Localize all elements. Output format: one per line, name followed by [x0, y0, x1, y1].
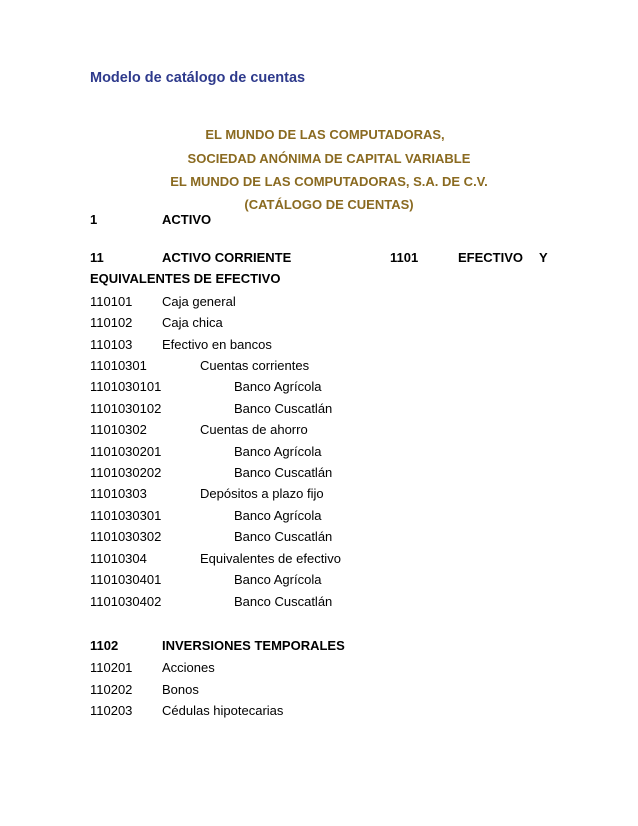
account-code: 110103	[90, 337, 133, 352]
account-name: Depósitos a plazo fijo	[200, 486, 324, 501]
account-code: 1102	[90, 638, 119, 653]
account-name: Banco Agrícola	[234, 572, 322, 587]
account-name: Caja chica	[162, 315, 223, 330]
document-heading: Modelo de catálogo de cuentas	[90, 70, 306, 86]
account-name: INVERSIONES TEMPORALES	[162, 638, 345, 653]
company-type-line: SOCIEDAD ANÓNIMA DE CAPITAL VARIABLE	[187, 151, 471, 166]
account-code: 1101030401	[90, 572, 162, 587]
account-name: Cuentas de ahorro	[200, 422, 308, 437]
account-name: Banco Cuscatlán	[234, 401, 333, 416]
account-name: Cédulas hipotecarias	[162, 703, 284, 718]
account-name: Banco Cuscatlán	[234, 465, 333, 480]
account-name-1101-part: EFECTIVO	[458, 250, 524, 265]
account-name: Banco Agrícola	[234, 379, 322, 394]
account-name: ACTIVO CORRIENTE	[162, 250, 292, 265]
company-full-name-line: EL MUNDO DE LAS COMPUTADORAS, S.A. DE C.V.	[170, 174, 488, 189]
account-name-1101-continuation: EQUIVALENTES DE EFECTIVO	[90, 271, 281, 286]
account-name: Banco Cuscatlán	[234, 594, 333, 609]
account-code: 1101030302	[90, 529, 162, 544]
account-code: 110201	[90, 660, 133, 675]
catalog-title-line: (CATÁLOGO DE CUENTAS)	[244, 197, 414, 212]
account-name-1101-conjunction: Y	[539, 250, 548, 265]
account-code: 110203	[90, 703, 133, 718]
account-code-1101: 1101	[390, 250, 419, 265]
account-name: Banco Agrícola	[234, 508, 322, 523]
account-code: 110202	[90, 682, 133, 697]
account-code: 11010304	[90, 551, 147, 566]
account-name: ACTIVO	[162, 212, 212, 227]
account-code: 11010301	[90, 358, 147, 373]
account-code: 1101030202	[90, 465, 162, 480]
account-code: 1101030102	[90, 401, 162, 416]
account-code: 1101030101	[90, 379, 162, 394]
account-code: 11010302	[90, 422, 147, 437]
account-code: 110101	[90, 294, 133, 309]
account-name: Banco Agrícola	[234, 444, 322, 459]
account-name: Banco Cuscatlán	[234, 529, 333, 544]
account-name: Cuentas corrientes	[200, 358, 310, 373]
account-name: Equivalentes de efectivo	[200, 551, 341, 566]
account-code: 1101030201	[90, 444, 162, 459]
account-name: Bonos	[162, 682, 199, 697]
account-code: 11010303	[90, 486, 147, 501]
account-code: 1101030402	[90, 594, 162, 609]
company-name-line: EL MUNDO DE LAS COMPUTADORAS,	[205, 127, 445, 142]
account-name: Caja general	[162, 294, 236, 309]
account-name: Efectivo en bancos	[162, 337, 272, 352]
account-name: Acciones	[162, 660, 215, 675]
account-code: 1	[90, 212, 98, 227]
account-code: 110102	[90, 315, 133, 330]
account-code: 1101030301	[90, 508, 162, 523]
account-code: 11	[90, 250, 104, 265]
